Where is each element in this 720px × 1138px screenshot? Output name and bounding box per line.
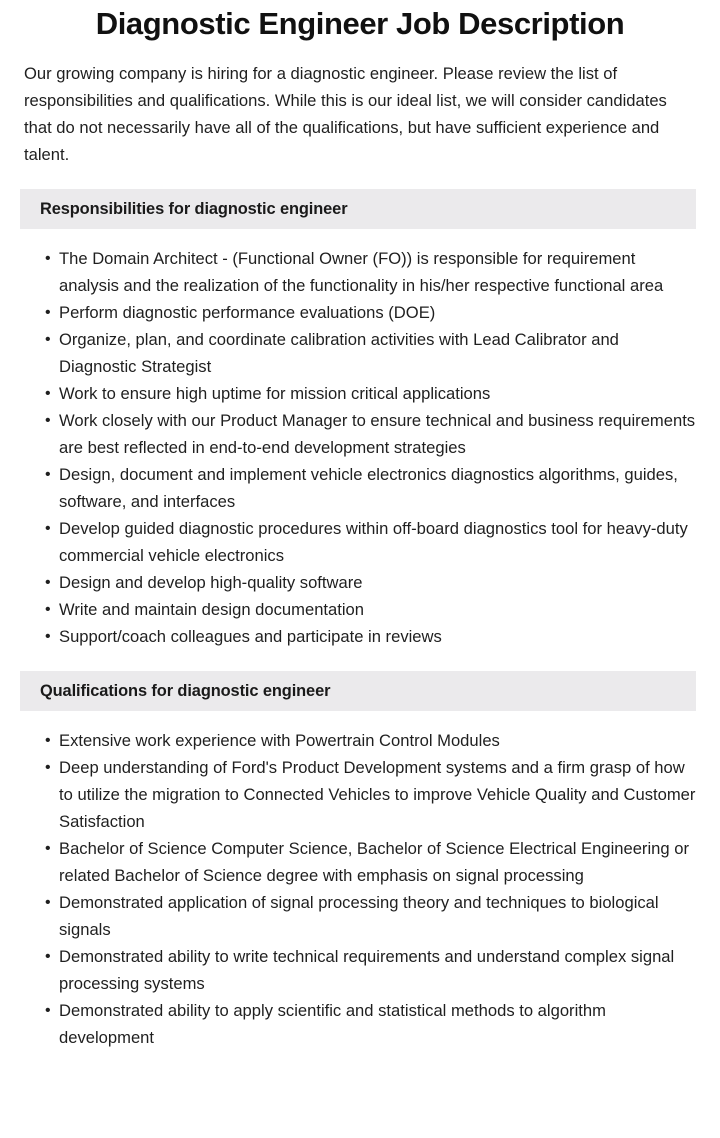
section-header-qualifications (20, 671, 696, 711)
list-item: • Work closely with our Product Manager to ensure technical and business requirements are best reflected in end-to-end development strategies (59, 407, 698, 461)
list-item: • The Domain Architect - (Functional Owner (FO)) is responsible for requirement analysis and the realization of the functionality in his/her respective functional area (59, 245, 698, 299)
page-title: Diagnostic Engineer Job Description (95, 6, 625, 41)
list-item: • Extensive work experience with Powertrain Control Modules (59, 727, 698, 754)
section-body-qualifications (0, 727, 720, 1051)
list-item: • Perform diagnostic performance evaluations (DOE) (59, 299, 698, 326)
list-item: • Bachelor of Science Computer Science, Bachelor of Science Electrical Engineering or related Bachelor of Science degree with emphasis on signal processing (59, 835, 698, 889)
list-item: • Deep understanding of Ford's Product Development systems and a firm grasp of how to utilize the migration to Connected Vehicles to improve Vehicle Quality and Customer Satisfaction (59, 754, 698, 835)
list-item: • Demonstrated application of signal processing theory and techniques to biological signals (59, 889, 698, 943)
intro-paragraph: Our growing company is hiring for a diagnostic engineer. Please review the list of responsibilities and qualifications. While this is our ideal list, we will consider candidates that do not necessarily have all of the qualifications, but have sufficient experience and talent. (24, 64, 667, 164)
section-qualifications (0, 671, 720, 1051)
section-header-responsibilities (20, 189, 696, 229)
list-item: • Organize, plan, and coordinate calibration activities with Lead Calibrator and Diagnostic Strategist (59, 326, 698, 380)
list-item: • Work to ensure high uptime for mission critical applications (59, 380, 698, 407)
qualifications-list (0, 727, 720, 1051)
section-heading-label: Qualifications for diagnostic engineer (40, 682, 331, 700)
section-responsibilities (0, 189, 720, 650)
list-item: • Develop guided diagnostic procedures within off-board diagnostics tool for heavy-duty commercial vehicle electronics (59, 515, 698, 569)
section-heading-label: Responsibilities for diagnostic engineer (40, 200, 348, 218)
list-item: • Support/coach colleagues and participate in reviews (59, 623, 698, 650)
responsibilities-list (0, 245, 720, 650)
section-body-responsibilities (0, 245, 720, 650)
list-item: • Design and develop high-quality software (59, 569, 698, 596)
list-item: • Demonstrated ability to apply scientific and statistical methods to algorithm development (59, 997, 698, 1051)
list-item: • Design, document and implement vehicle electronics diagnostics algorithms, guides, software, and interfaces (59, 461, 698, 515)
list-item: • Demonstrated ability to write technical requirements and understand complex signal processing systems (59, 943, 698, 997)
list-item: • Write and maintain design documentation (59, 596, 698, 623)
